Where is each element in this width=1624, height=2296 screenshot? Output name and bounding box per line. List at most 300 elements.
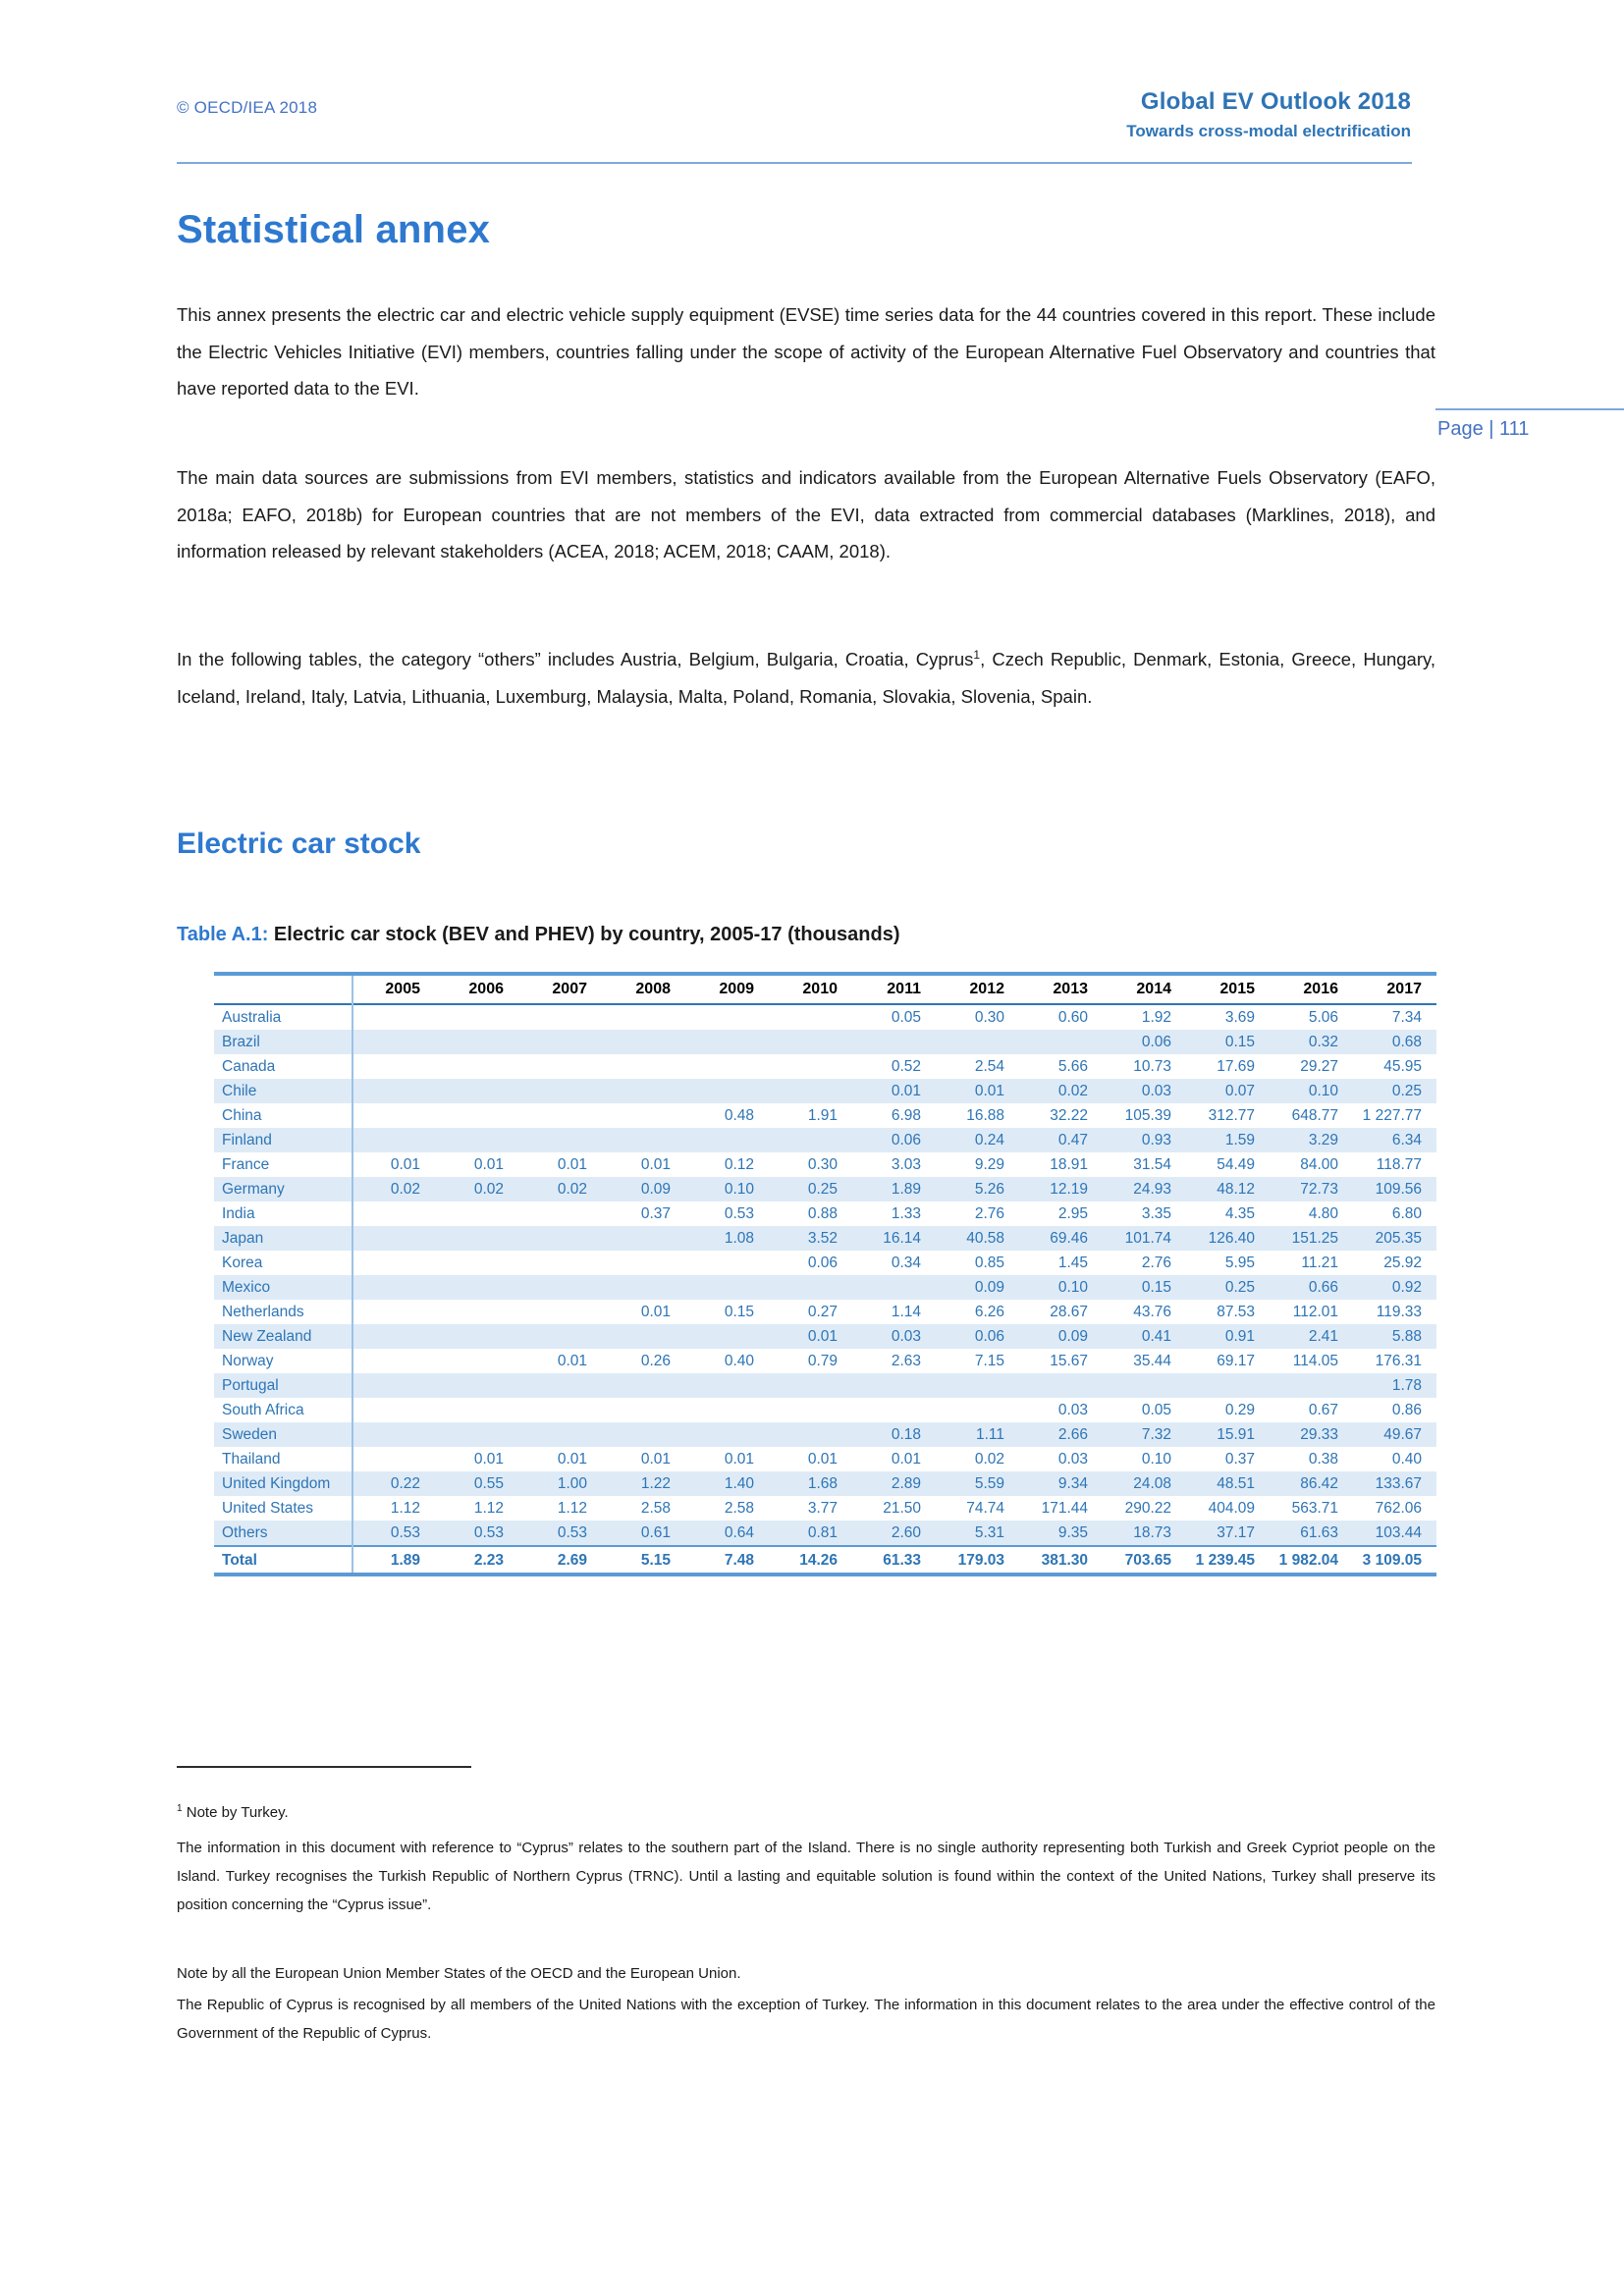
value-cell: 0.01 — [473, 1451, 504, 1468]
value-cell — [352, 1226, 435, 1251]
value-cell — [602, 1103, 685, 1128]
value-cell: 112.01 — [1292, 1304, 1338, 1320]
value-cell: 0.15 — [724, 1304, 754, 1320]
value-cell — [602, 1079, 685, 1103]
value-cell: 0.34 — [891, 1255, 921, 1271]
country-label: Norway — [222, 1353, 274, 1369]
value-cell — [769, 1079, 852, 1103]
value-cell — [602, 1324, 685, 1349]
table-row — [214, 1005, 1436, 1030]
paragraph-intro: This annex presents the electric car and electric vehicle supply equipment (EVSE) time series data for the 44 countries covered in this report. These include the Electric Vehicles Initiative (EVI) members, countries falling under the scope of activity of the European Alternative Fuel Observatory and countries that have reported data to the EVI. — [177, 304, 1435, 399]
value-cell: 0.79 — [807, 1353, 838, 1369]
total-value-cell: 703.65 — [1124, 1552, 1171, 1569]
total-value-cell: 1 239.45 — [1195, 1552, 1255, 1569]
value-cell: 15.67 — [1050, 1353, 1088, 1369]
value-cell: 4.35 — [1224, 1205, 1255, 1222]
year-header: 2016 — [1303, 981, 1338, 997]
table-row — [214, 1177, 1436, 1201]
value-cell: 0.09 — [1057, 1328, 1088, 1345]
value-cell: 72.73 — [1300, 1181, 1338, 1198]
value-cell — [352, 1030, 435, 1054]
footnote-3: Note by all the European Union Member States of the OECD and the European Union. — [177, 1965, 741, 1982]
value-cell — [518, 1275, 602, 1300]
year-header: 2005 — [385, 981, 420, 997]
table-row — [214, 1471, 1436, 1496]
value-cell: 0.01 — [891, 1451, 921, 1468]
table-row — [214, 1422, 1436, 1447]
footnote-4: The Republic of Cyprus is recognised by all members of the United Nations with the exception of Turkey. The information in this document relates to the area under the effective control of the Government of the Republic of Cyprus. — [177, 1997, 1435, 2042]
value-cell: 1 227.77 — [1362, 1107, 1422, 1124]
value-cell: 9.34 — [1057, 1475, 1088, 1492]
value-cell: 0.03 — [1057, 1451, 1088, 1468]
country-column-header — [214, 976, 352, 1003]
value-cell — [518, 1201, 602, 1226]
copyright-notice: © OECD/IEA 2018 — [177, 98, 318, 117]
report-title: Global EV Outlook 2018 — [1140, 88, 1411, 115]
value-cell — [685, 1005, 769, 1030]
value-cell — [518, 1079, 602, 1103]
value-cell: 3.29 — [1308, 1132, 1338, 1148]
value-cell: 0.48 — [724, 1107, 754, 1124]
value-cell: 0.01 — [891, 1083, 921, 1099]
total-value-cell: 179.03 — [957, 1552, 1004, 1569]
country-label: Netherlands — [222, 1304, 304, 1320]
value-cell: 0.09 — [974, 1279, 1004, 1296]
value-cell: 0.09 — [640, 1181, 671, 1198]
value-cell — [936, 1030, 1019, 1054]
value-cell: 5.31 — [974, 1524, 1004, 1541]
value-cell: 0.25 — [1391, 1083, 1422, 1099]
year-header: 2012 — [969, 981, 1004, 997]
value-cell: 105.39 — [1124, 1107, 1171, 1124]
total-value-cell: 7.48 — [724, 1552, 754, 1569]
table-row — [214, 1496, 1436, 1521]
value-cell: 18.91 — [1050, 1156, 1088, 1173]
table-row — [214, 1103, 1436, 1128]
footnote-1-marker: 1 — [177, 1803, 183, 1814]
value-cell: 0.01 — [473, 1156, 504, 1173]
value-cell — [518, 1300, 602, 1324]
value-cell: 0.03 — [891, 1328, 921, 1345]
value-cell: 1.68 — [807, 1475, 838, 1492]
total-value-cell: 1 982.04 — [1278, 1552, 1338, 1569]
value-cell: 0.01 — [640, 1156, 671, 1173]
value-cell — [769, 1054, 852, 1079]
value-cell: 0.10 — [1057, 1279, 1088, 1296]
table-row — [214, 1128, 1436, 1152]
value-cell — [518, 1226, 602, 1251]
value-cell: 0.15 — [1141, 1279, 1171, 1296]
table-body — [214, 1005, 1436, 1545]
table-row — [214, 1251, 1436, 1275]
value-cell: 28.67 — [1050, 1304, 1088, 1320]
value-cell: 0.01 — [724, 1451, 754, 1468]
value-cell: 5.59 — [974, 1475, 1004, 1492]
value-cell — [352, 1324, 435, 1349]
value-cell: 87.53 — [1217, 1304, 1255, 1320]
value-cell: 0.02 — [557, 1181, 587, 1198]
footnote-divider — [177, 1766, 471, 1768]
table-row — [214, 1521, 1436, 1545]
value-cell: 1.12 — [557, 1500, 587, 1517]
value-cell — [435, 1201, 518, 1226]
value-cell: 15.91 — [1217, 1426, 1255, 1443]
report-subtitle: Towards cross-modal electrification — [1126, 122, 1411, 140]
value-cell: 3.77 — [807, 1500, 838, 1517]
value-cell: 0.10 — [1308, 1083, 1338, 1099]
value-cell — [435, 1128, 518, 1152]
value-cell: 16.14 — [883, 1230, 921, 1247]
value-cell — [936, 1373, 1019, 1398]
value-cell: 1.92 — [1141, 1009, 1171, 1026]
value-cell: 0.05 — [1141, 1402, 1171, 1418]
value-cell — [685, 1398, 769, 1422]
value-cell: 29.33 — [1300, 1426, 1338, 1443]
value-cell: 0.53 — [473, 1524, 504, 1541]
value-cell: 6.80 — [1391, 1205, 1422, 1222]
value-cell — [685, 1275, 769, 1300]
value-cell: 37.17 — [1217, 1524, 1255, 1541]
value-cell — [852, 1275, 936, 1300]
total-value-cell: 1.89 — [390, 1552, 420, 1569]
value-cell — [1186, 1373, 1270, 1398]
value-cell: 2.60 — [891, 1524, 921, 1541]
value-cell: 0.01 — [974, 1083, 1004, 1099]
table-header-row — [214, 976, 1436, 1005]
value-cell — [602, 1054, 685, 1079]
value-cell: 1.12 — [390, 1500, 420, 1517]
table-row — [214, 1447, 1436, 1471]
year-header: 2008 — [635, 981, 671, 997]
value-cell — [435, 1226, 518, 1251]
value-cell: 0.52 — [891, 1058, 921, 1075]
value-cell: 16.88 — [966, 1107, 1004, 1124]
page-number: Page | 111 — [1437, 418, 1530, 440]
value-cell — [769, 1398, 852, 1422]
value-cell: 176.31 — [1375, 1353, 1422, 1369]
value-cell — [1270, 1373, 1353, 1398]
value-cell — [435, 1054, 518, 1079]
country-label: South Africa — [222, 1402, 304, 1418]
value-cell: 43.76 — [1133, 1304, 1171, 1320]
value-cell — [685, 1128, 769, 1152]
value-cell: 171.44 — [1041, 1500, 1088, 1517]
year-header: 2010 — [802, 981, 838, 997]
paragraph-others — [177, 641, 1435, 715]
table-row — [214, 1226, 1436, 1251]
value-cell — [602, 1005, 685, 1030]
value-cell — [769, 1128, 852, 1152]
value-cell: 2.66 — [1057, 1426, 1088, 1443]
value-cell: 3.35 — [1141, 1205, 1171, 1222]
value-cell: 0.24 — [974, 1132, 1004, 1148]
total-value-cell: 381.30 — [1041, 1552, 1088, 1569]
value-cell: 1.59 — [1224, 1132, 1255, 1148]
value-cell: 31.54 — [1133, 1156, 1171, 1173]
value-cell: 312.77 — [1208, 1107, 1255, 1124]
value-cell — [685, 1324, 769, 1349]
value-cell: 0.18 — [891, 1426, 921, 1443]
value-cell: 2.76 — [974, 1205, 1004, 1222]
value-cell: 0.25 — [1224, 1279, 1255, 1296]
table-row — [214, 1275, 1436, 1300]
value-cell: 0.64 — [724, 1524, 754, 1541]
value-cell: 1.91 — [807, 1107, 838, 1124]
value-cell: 29.27 — [1300, 1058, 1338, 1075]
value-cell: 54.49 — [1217, 1156, 1255, 1173]
value-cell — [769, 1373, 852, 1398]
value-cell: 1.45 — [1057, 1255, 1088, 1271]
value-cell: 0.12 — [724, 1156, 754, 1173]
table-row — [214, 1300, 1436, 1324]
total-value-cell: 14.26 — [799, 1552, 838, 1569]
value-cell — [352, 1373, 435, 1398]
table-label: Table A.1: — [177, 924, 269, 945]
value-cell: 61.63 — [1300, 1524, 1338, 1541]
value-cell: 1.00 — [557, 1475, 587, 1492]
header-divider — [177, 162, 1412, 164]
country-label: Canada — [222, 1058, 276, 1075]
value-cell: 119.33 — [1376, 1304, 1422, 1320]
value-cell — [685, 1030, 769, 1054]
value-cell: 0.29 — [1224, 1402, 1255, 1418]
value-cell: 1.22 — [640, 1475, 671, 1492]
page-title: Statistical annex — [177, 208, 491, 251]
value-cell: 6.98 — [891, 1107, 921, 1124]
value-cell: 0.55 — [473, 1475, 504, 1492]
total-value-cell: 2.69 — [557, 1552, 587, 1569]
value-cell: 0.06 — [891, 1132, 921, 1148]
table-row — [214, 1054, 1436, 1079]
value-cell: 0.01 — [557, 1156, 587, 1173]
value-cell: 49.67 — [1383, 1426, 1422, 1443]
value-cell: 0.06 — [1141, 1034, 1171, 1050]
value-cell: 205.35 — [1375, 1230, 1422, 1247]
value-cell — [518, 1373, 602, 1398]
value-cell — [602, 1422, 685, 1447]
country-label: Chile — [222, 1083, 257, 1099]
value-cell: 648.77 — [1291, 1107, 1338, 1124]
year-header: 2013 — [1053, 981, 1088, 997]
value-cell — [352, 1422, 435, 1447]
country-label: Australia — [222, 1009, 282, 1026]
value-cell — [685, 1422, 769, 1447]
value-cell: 7.15 — [974, 1353, 1004, 1369]
value-cell: 0.06 — [974, 1328, 1004, 1345]
value-cell: 0.02 — [473, 1181, 504, 1198]
value-cell — [352, 1005, 435, 1030]
value-cell: 0.67 — [1308, 1402, 1338, 1418]
total-value-cell: 2.23 — [473, 1552, 504, 1569]
value-cell — [352, 1398, 435, 1422]
year-header: 2007 — [552, 981, 587, 997]
value-cell: 2.63 — [891, 1353, 921, 1369]
country-label: Sweden — [222, 1426, 278, 1443]
value-cell: 133.67 — [1375, 1475, 1422, 1492]
value-cell: 1.33 — [891, 1205, 921, 1222]
value-cell — [936, 1398, 1019, 1422]
value-cell: 126.40 — [1208, 1230, 1255, 1247]
table-row — [214, 1398, 1436, 1422]
value-cell: 0.26 — [640, 1353, 671, 1369]
value-cell: 40.58 — [966, 1230, 1004, 1247]
value-cell: 0.25 — [807, 1181, 838, 1198]
footnote-1-text: Note by Turkey. — [186, 1804, 289, 1821]
table-row — [214, 1079, 1436, 1103]
value-cell: 101.74 — [1124, 1230, 1171, 1247]
value-cell: 5.26 — [974, 1181, 1004, 1198]
value-cell — [352, 1201, 435, 1226]
value-cell: 69.17 — [1217, 1353, 1255, 1369]
value-cell: 0.01 — [807, 1451, 838, 1468]
value-cell: 0.02 — [390, 1181, 420, 1198]
value-cell — [518, 1251, 602, 1275]
value-cell: 109.56 — [1375, 1181, 1422, 1198]
value-cell — [352, 1079, 435, 1103]
value-cell: 3.69 — [1224, 1009, 1255, 1026]
value-cell — [518, 1422, 602, 1447]
value-cell: 1.14 — [891, 1304, 921, 1320]
value-cell: 290.22 — [1124, 1500, 1171, 1517]
value-cell — [435, 1275, 518, 1300]
value-cell: 0.91 — [1224, 1328, 1255, 1345]
value-cell — [602, 1030, 685, 1054]
value-cell: 0.01 — [807, 1328, 838, 1345]
year-header: 2011 — [887, 981, 921, 997]
value-cell: 0.81 — [807, 1524, 838, 1541]
value-cell: 114.05 — [1292, 1353, 1338, 1369]
value-cell: 0.37 — [1224, 1451, 1255, 1468]
value-cell — [352, 1128, 435, 1152]
country-label: China — [222, 1107, 262, 1124]
value-cell: 5.88 — [1391, 1328, 1422, 1345]
value-cell: 5.95 — [1224, 1255, 1255, 1271]
value-cell — [852, 1030, 936, 1054]
table-caption — [177, 924, 900, 946]
value-cell — [602, 1226, 685, 1251]
total-value-cell: 61.33 — [883, 1552, 921, 1569]
value-cell: 0.88 — [807, 1205, 838, 1222]
country-label: Others — [222, 1524, 268, 1541]
table-row — [214, 1349, 1436, 1373]
value-cell: 2.58 — [724, 1500, 754, 1517]
value-cell: 0.68 — [1391, 1034, 1422, 1050]
value-cell — [1019, 1373, 1103, 1398]
total-value-cell: 3 109.05 — [1362, 1552, 1422, 1569]
value-cell: 0.07 — [1224, 1083, 1255, 1099]
table-row — [214, 1373, 1436, 1398]
value-cell: 0.03 — [1057, 1402, 1088, 1418]
value-cell: 1.12 — [473, 1500, 504, 1517]
paragraph-sources: The main data sources are submissions from EVI members, statistics and indicators available from the European Alternative Fuels Observatory (EAFO, 2018a; EAFO, 2018b) for European countries that are not members of the EVI, data extracted from commercial databases (Marklines, 2018), and information released by relevant stakeholders (ACEA, 2018; ACEM, 2018; CAAM, 2018). — [177, 467, 1435, 561]
value-cell: 103.44 — [1375, 1524, 1422, 1541]
value-cell: 7.32 — [1141, 1426, 1171, 1443]
value-cell — [518, 1324, 602, 1349]
country-label: United States — [222, 1500, 314, 1517]
value-cell — [518, 1054, 602, 1079]
total-label: Total — [222, 1552, 257, 1569]
value-cell: 0.61 — [640, 1524, 671, 1541]
value-cell: 3.03 — [891, 1156, 921, 1173]
value-cell: 0.01 — [557, 1353, 587, 1369]
value-cell: 5.06 — [1308, 1009, 1338, 1026]
value-cell: 0.03 — [1141, 1083, 1171, 1099]
value-cell: 0.53 — [390, 1524, 420, 1541]
value-cell — [435, 1030, 518, 1054]
value-cell: 7.34 — [1391, 1009, 1422, 1026]
value-cell: 18.73 — [1133, 1524, 1171, 1541]
value-cell: 1.11 — [975, 1426, 1004, 1443]
paragraph-others-text-cont: , Czech Republic, Denmark, Estonia, Greece, Hungary, Iceland, Ireland, Italy, Latvia, Lithuania, Luxemburg, Malaysia, Malta, Poland, Romania, Slovakia, Slovenia, Spain. — [177, 649, 1436, 707]
value-cell: 2.95 — [1057, 1205, 1088, 1222]
value-cell: 35.44 — [1133, 1353, 1171, 1369]
value-cell — [352, 1251, 435, 1275]
value-cell: 2.76 — [1141, 1255, 1171, 1271]
value-cell — [435, 1005, 518, 1030]
value-cell — [518, 1103, 602, 1128]
value-cell: 0.53 — [724, 1205, 754, 1222]
value-cell — [769, 1275, 852, 1300]
value-cell — [435, 1324, 518, 1349]
value-cell: 0.05 — [891, 1009, 921, 1026]
country-label: India — [222, 1205, 255, 1222]
value-cell — [352, 1275, 435, 1300]
value-cell: 0.01 — [640, 1304, 671, 1320]
value-cell — [352, 1349, 435, 1373]
value-cell: 25.92 — [1383, 1255, 1422, 1271]
value-cell: 48.51 — [1217, 1475, 1255, 1492]
value-cell: 1.40 — [724, 1475, 754, 1492]
value-cell: 563.71 — [1291, 1500, 1338, 1517]
value-cell — [685, 1373, 769, 1398]
value-cell: 45.95 — [1383, 1058, 1422, 1075]
footnote-1 — [177, 1798, 1435, 1827]
value-cell — [685, 1054, 769, 1079]
country-label: Japan — [222, 1230, 264, 1247]
value-cell: 0.66 — [1308, 1279, 1338, 1296]
value-cell — [602, 1275, 685, 1300]
table-row — [214, 1152, 1436, 1177]
value-cell: 151.25 — [1291, 1230, 1338, 1247]
year-header: 2006 — [468, 981, 504, 997]
value-cell — [602, 1373, 685, 1398]
value-cell — [518, 1398, 602, 1422]
value-cell: 24.08 — [1133, 1475, 1171, 1492]
page-marker-divider — [1435, 408, 1624, 410]
table-row — [214, 1201, 1436, 1226]
country-label: Mexico — [222, 1279, 271, 1296]
value-cell: 0.92 — [1391, 1279, 1422, 1296]
country-label: Brazil — [222, 1034, 260, 1050]
value-cell — [852, 1373, 936, 1398]
value-cell — [769, 1030, 852, 1054]
value-cell — [435, 1398, 518, 1422]
value-cell — [518, 1128, 602, 1152]
table-row — [214, 1324, 1436, 1349]
value-cell: 0.01 — [390, 1156, 420, 1173]
footnote-2: The information in this document with reference to “Cyprus” relates to the southern part of the Island. There is no single authority representing both Turkish and Greek Cypriot people on the Island. Turkey recognises the Turkish Republic of Northern Cyprus (TRNC). Until a lasting and equitable solution is found within the context of the United Nations, Turkey shall preserve its position concerning the “Cyprus issue”. — [177, 1840, 1435, 1913]
value-cell: 74.74 — [966, 1500, 1004, 1517]
value-cell: 0.93 — [1141, 1132, 1171, 1148]
value-cell: 0.60 — [1057, 1009, 1088, 1026]
table-row — [214, 1030, 1436, 1054]
value-cell: 0.02 — [1057, 1083, 1088, 1099]
value-cell: 48.12 — [1217, 1181, 1255, 1198]
report-brand — [1126, 88, 1411, 141]
year-header: 2009 — [719, 981, 754, 997]
value-cell — [352, 1103, 435, 1128]
value-cell — [602, 1251, 685, 1275]
